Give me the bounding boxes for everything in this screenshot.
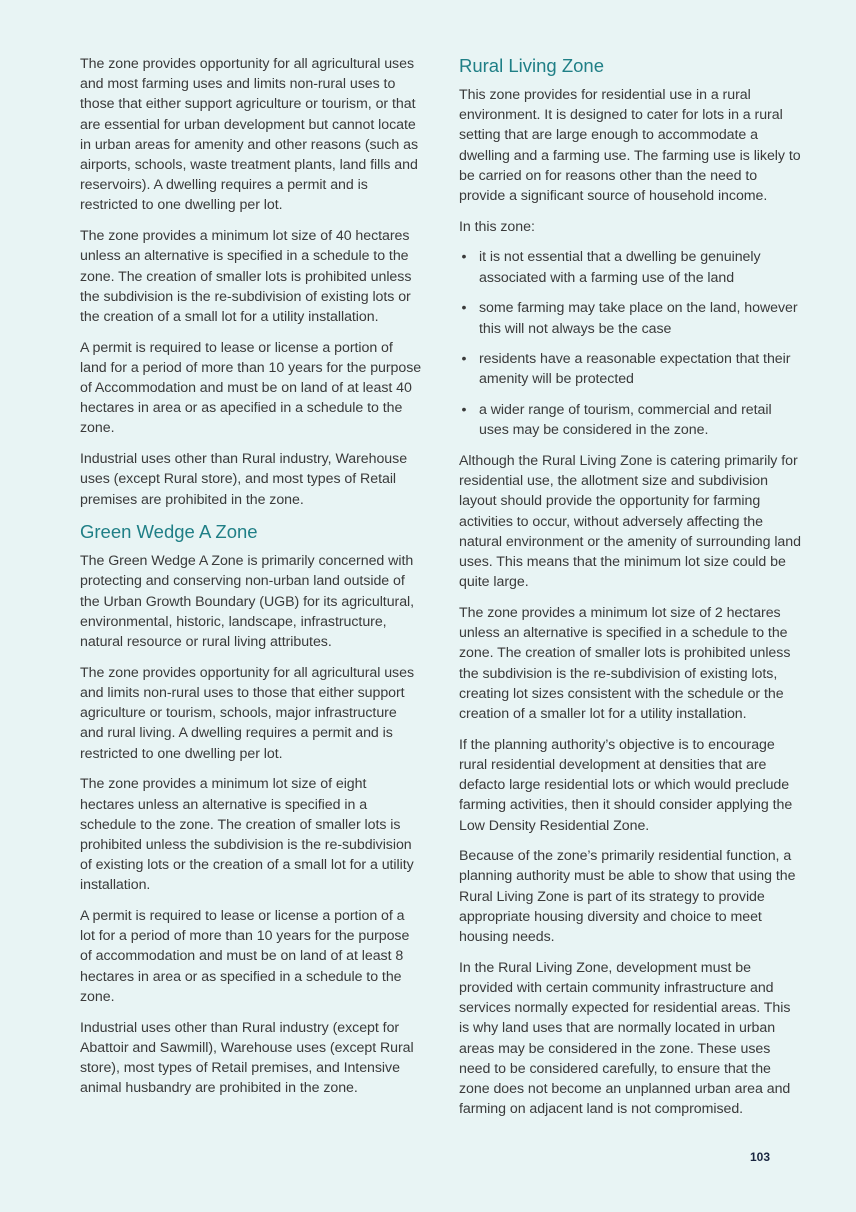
paragraph-min-lot-size-40: The zone provides a minimum lot size of 40 hectares unless an alternative is specified in a schedule to the zone. The creation of smaller lots is prohibited unless the subdivision is the re-subdivision of existing lots or the creation of a small lot for a utility installation. bbox=[80, 228, 412, 325]
paragraph-green-wedge-lease: A permit is required to lease or license a portion of a lot for a period of more than 10 years for the purpose of accommodation and must be on land of at least 8 hectares in area or as specified in a schedule to the zone. bbox=[80, 908, 410, 1005]
bullet-icon: • bbox=[461, 402, 467, 419]
paragraph-lease-permit: A permit is required to lease or license a portion of land for a period of more than 10 years for the purpose of Accommodation and must be on land of at least 40 hectares in area or as apecified in a schedule to the zone. bbox=[80, 339, 422, 437]
paragraph-green-wedge-intro: The Green Wedge A Zone is primarily concerned with protecting and conserving non-urban land outside of the Urban Growth Boundary (UGB) for its agricultural, environmental, historic, landscape, infrastructure, natural resource or rural living attributes. bbox=[80, 553, 415, 651]
paragraph-rural-living-intro: This zone provides for residential use in a rural environment. It is designed to cater for lots in a rural setting that are large enough to accommodate a dwelling and a farming use. The farming use is likely to be carried on for reasons other than the need to provide a significant source of household income. bbox=[459, 87, 801, 205]
paragraph-farming-uses: The zone provides opportunity for all agricultural uses and most farming uses and limits non-rural uses to those that either support agriculture or tourism, or that are essential for urban development but cannot locate in urban areas for amenity and other reasons (such as airports, schools, waste treatment plants, land fills and reservoirs). A dwelling requires a permit and is restricted to one dwelling per lot. bbox=[80, 56, 419, 214]
paragraph-industrial-uses: Industrial uses other than Rural industry, Warehouse uses (except Rural store), and most types of Retail premises are prohibited in the zone. bbox=[80, 451, 408, 508]
paragraph-rural-living-lot-size: The zone provides a minimum lot size of 2 hectares unless an alternative is specified in a schedule to the zone. The creation of smaller lots is prohibited unless the subdivision is the re-subdivision of existing lots, creating lot sizes consistent with the schedule or the creation of a smaller lot for a utility installation. bbox=[459, 604, 791, 722]
left-column bbox=[80, 54, 422, 1109]
list-item bbox=[459, 400, 801, 440]
bullet-icon: • bbox=[461, 300, 467, 317]
list-item-text: a wider range of tourism, commercial and retail uses may be considered in the zone. bbox=[479, 402, 772, 439]
paragraph-green-wedge-industrial: Industrial uses other than Rural industry (except for Abattoir and Sawmill), Warehouse uses (except Rural store), most types of Retail premises, and Intensive animal husbandry are prohibited in the zone. bbox=[80, 1019, 414, 1097]
paragraph-green-wedge-uses: The zone provides opportunity for all agricultural uses and limits non-rural uses to those that either support agriculture or tourism, schools, major infrastructure and rural living. A dwelling requires a permit and is restricted to one dwelling per lot. bbox=[80, 664, 414, 762]
paragraph-rural-living-allotment: Although the Rural Living Zone is catering primarily for residential use, the allotment size and subdivision layout should provide the opportunity for farming activities to occur, without adversely affecting the natural environment or the amenity of surrounding land uses. This means that the minimum lot size could be quite large. bbox=[459, 453, 801, 591]
right-column bbox=[459, 54, 801, 1130]
bullet-icon: • bbox=[461, 249, 467, 266]
list-item bbox=[459, 298, 801, 338]
paragraph-community-infrastructure: In the Rural Living Zone, development must be provided with certain community infrastructure and services normally expected for residential areas. This is why land uses that are normally located in urban areas may be considered in the zone. These uses need to be considered carefully, to ensure that the zone does not become an unplanned urban area and farming on adjacent land is not compromised. bbox=[459, 959, 791, 1118]
heading-rural-living-zone: Rural Living Zone bbox=[459, 55, 604, 76]
list-item bbox=[459, 349, 801, 389]
page-number: 103 bbox=[749, 1150, 771, 1164]
paragraph-residential-function: Because of the zone’s primarily residential function, a planning authority must be able to show that using the Rural Living Zone is part of its strategy to provide appropriate housing diversity and choice to meet housing needs. bbox=[459, 848, 796, 946]
list-item-text: it is not essential that a dwelling be genuinely associated with a farming use of the land bbox=[479, 249, 761, 286]
list-item-text: residents have a reasonable expectation that their amenity will be protected bbox=[479, 351, 791, 388]
list-intro: In this zone: bbox=[459, 218, 535, 235]
paragraph-green-wedge-lot-size: The zone provides a minimum lot size of eight hectares unless an alternative is specified in a schedule to the zone. The creation of smaller lots is prohibited unless the subdivision is the re-subdivision of existing lots or the creation of a small lot for a utility installation. bbox=[80, 776, 414, 894]
zone-characteristics-list bbox=[459, 247, 801, 440]
list-item-text: some farming may take place on the land, however this will not always be the case bbox=[479, 300, 798, 337]
paragraph-planning-authority-objective: If the planning authority’s objective is to encourage rural residential development at densities that are defacto large residential lots or which would preclude farming activities, then it should consider applying the Low Density Residential Zone. bbox=[459, 736, 793, 834]
heading-green-wedge-a-zone: Green Wedge A Zone bbox=[80, 521, 258, 543]
list-item bbox=[459, 247, 801, 287]
bullet-icon: • bbox=[461, 351, 467, 368]
